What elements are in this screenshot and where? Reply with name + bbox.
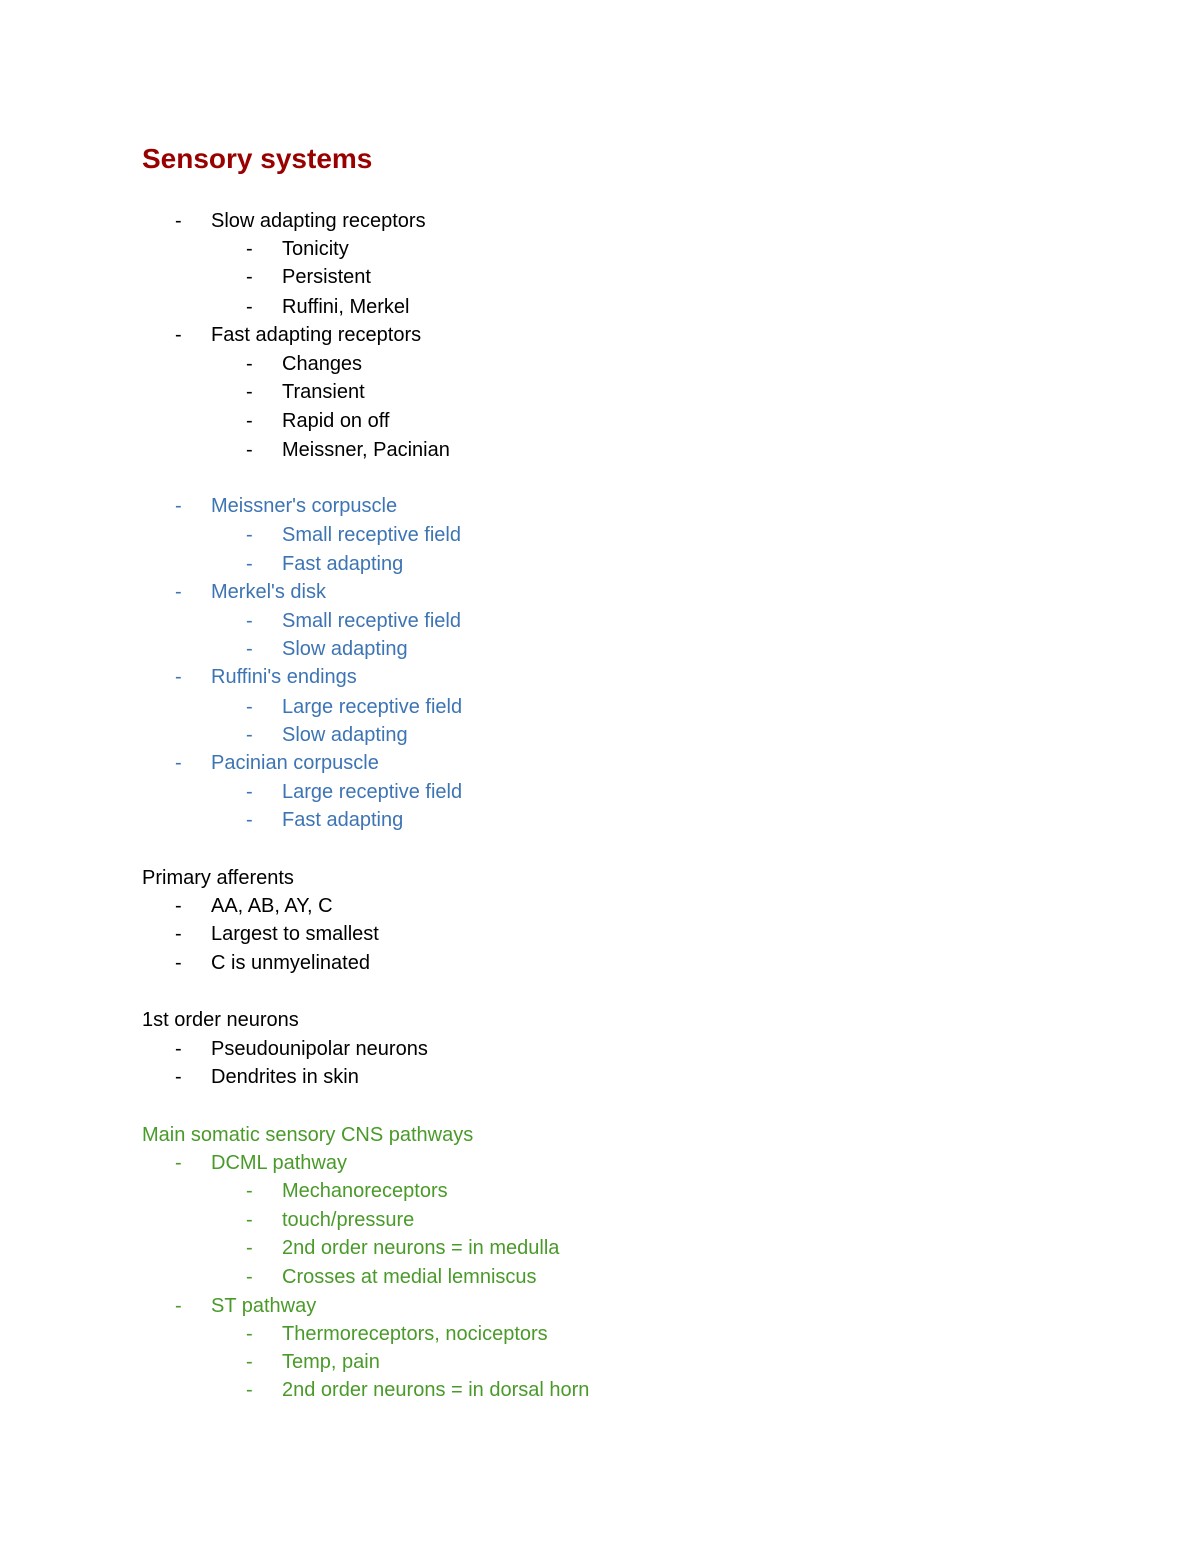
list-item: Tonicity: [282, 238, 349, 260]
list-item: Crosses at medial lemniscus: [282, 1266, 537, 1288]
pacinian-corpuscle-label: Pacinian corpuscle: [211, 752, 379, 774]
list-item: Small receptive field: [282, 610, 461, 632]
bullet-dash: -: [246, 809, 253, 831]
bullet-dash: -: [246, 524, 253, 546]
page-title: Sensory systems: [142, 143, 373, 174]
st-pathway-label: ST pathway: [211, 1295, 317, 1317]
bullet-dash: -: [246, 266, 253, 288]
bullet-dash: -: [246, 638, 253, 660]
bullet-dash: -: [175, 666, 182, 688]
bullet-dash: -: [246, 1379, 253, 1401]
bullet-dash: -: [175, 895, 182, 917]
pathways-heading: Main somatic sensory CNS pathways: [142, 1124, 474, 1146]
bullet-dash: -: [175, 1066, 182, 1088]
bullet-dash: -: [246, 439, 253, 461]
list-item: Changes: [282, 353, 363, 375]
bullet-dash: -: [175, 495, 182, 517]
list-item: Persistent: [282, 266, 371, 288]
bullet-dash: -: [246, 381, 253, 403]
merkel-disk-label: Merkel's disk: [211, 581, 326, 603]
bullet-dash: -: [175, 952, 182, 974]
bullet-dash: -: [246, 1323, 253, 1345]
list-item: Slow adapting: [282, 638, 408, 660]
fast-receptors-label: Fast adapting receptors: [211, 324, 422, 346]
list-item: Transient: [282, 381, 365, 403]
bullet-dash: -: [246, 610, 253, 632]
slow-receptors-label: Slow adapting receptors: [211, 210, 426, 232]
list-item: Temp, pain: [282, 1351, 380, 1373]
bullet-dash: -: [246, 1266, 253, 1288]
list-item: 2nd order neurons = in medulla: [282, 1237, 560, 1259]
list-item: AA, AB, AY, C: [211, 895, 333, 917]
list-item: Rapid on off: [282, 410, 390, 432]
bullet-dash: -: [246, 1237, 253, 1259]
list-item: Meissner, Pacinian: [282, 439, 450, 461]
first-order-neurons-heading: 1st order neurons: [142, 1009, 299, 1031]
list-item: touch/pressure: [282, 1209, 415, 1231]
list-item: Small receptive field: [282, 524, 461, 546]
bullet-dash: -: [175, 923, 182, 945]
list-item: Fast adapting: [282, 553, 404, 575]
bullet-dash: -: [246, 781, 253, 803]
bullet-dash: -: [175, 1295, 182, 1317]
bullet-dash: -: [246, 1180, 253, 1202]
bullet-dash: -: [246, 553, 253, 575]
primary-afferents-heading: Primary afferents: [142, 867, 294, 889]
bullet-dash: -: [175, 752, 182, 774]
ruffini-endings-label: Ruffini's endings: [211, 666, 357, 688]
list-item: Largest to smallest: [211, 923, 379, 945]
dcml-pathway-label: DCML pathway: [211, 1152, 347, 1174]
list-item: Dendrites in skin: [211, 1066, 359, 1088]
list-item: Large receptive field: [282, 781, 463, 803]
bullet-dash: -: [175, 1038, 182, 1060]
bullet-dash: -: [175, 324, 182, 346]
bullet-dash: -: [246, 1351, 253, 1373]
bullet-dash: -: [246, 410, 253, 432]
list-item: Slow adapting: [282, 724, 408, 746]
meissner-corpuscle-label: Meissner's corpuscle: [211, 495, 398, 517]
list-item: Thermoreceptors, nociceptors: [282, 1323, 548, 1345]
list-item: Pseudounipolar neurons: [211, 1038, 428, 1060]
bullet-dash: -: [246, 353, 253, 375]
bullet-dash: -: [246, 696, 253, 718]
bullet-dash: -: [246, 238, 253, 260]
list-item: Ruffini, Merkel: [282, 296, 410, 318]
bullet-dash: -: [246, 296, 253, 318]
bullet-dash: -: [175, 1152, 182, 1174]
list-item: 2nd order neurons = in dorsal horn: [282, 1379, 590, 1401]
bullet-dash: -: [246, 724, 253, 746]
list-item: Large receptive field: [282, 696, 463, 718]
list-item: C is unmyelinated: [211, 952, 370, 974]
list-item: Mechanoreceptors: [282, 1180, 448, 1202]
bullet-dash: -: [246, 1209, 253, 1231]
list-item: Fast adapting: [282, 809, 404, 831]
bullet-dash: -: [175, 581, 182, 603]
bullet-dash: -: [175, 210, 182, 232]
